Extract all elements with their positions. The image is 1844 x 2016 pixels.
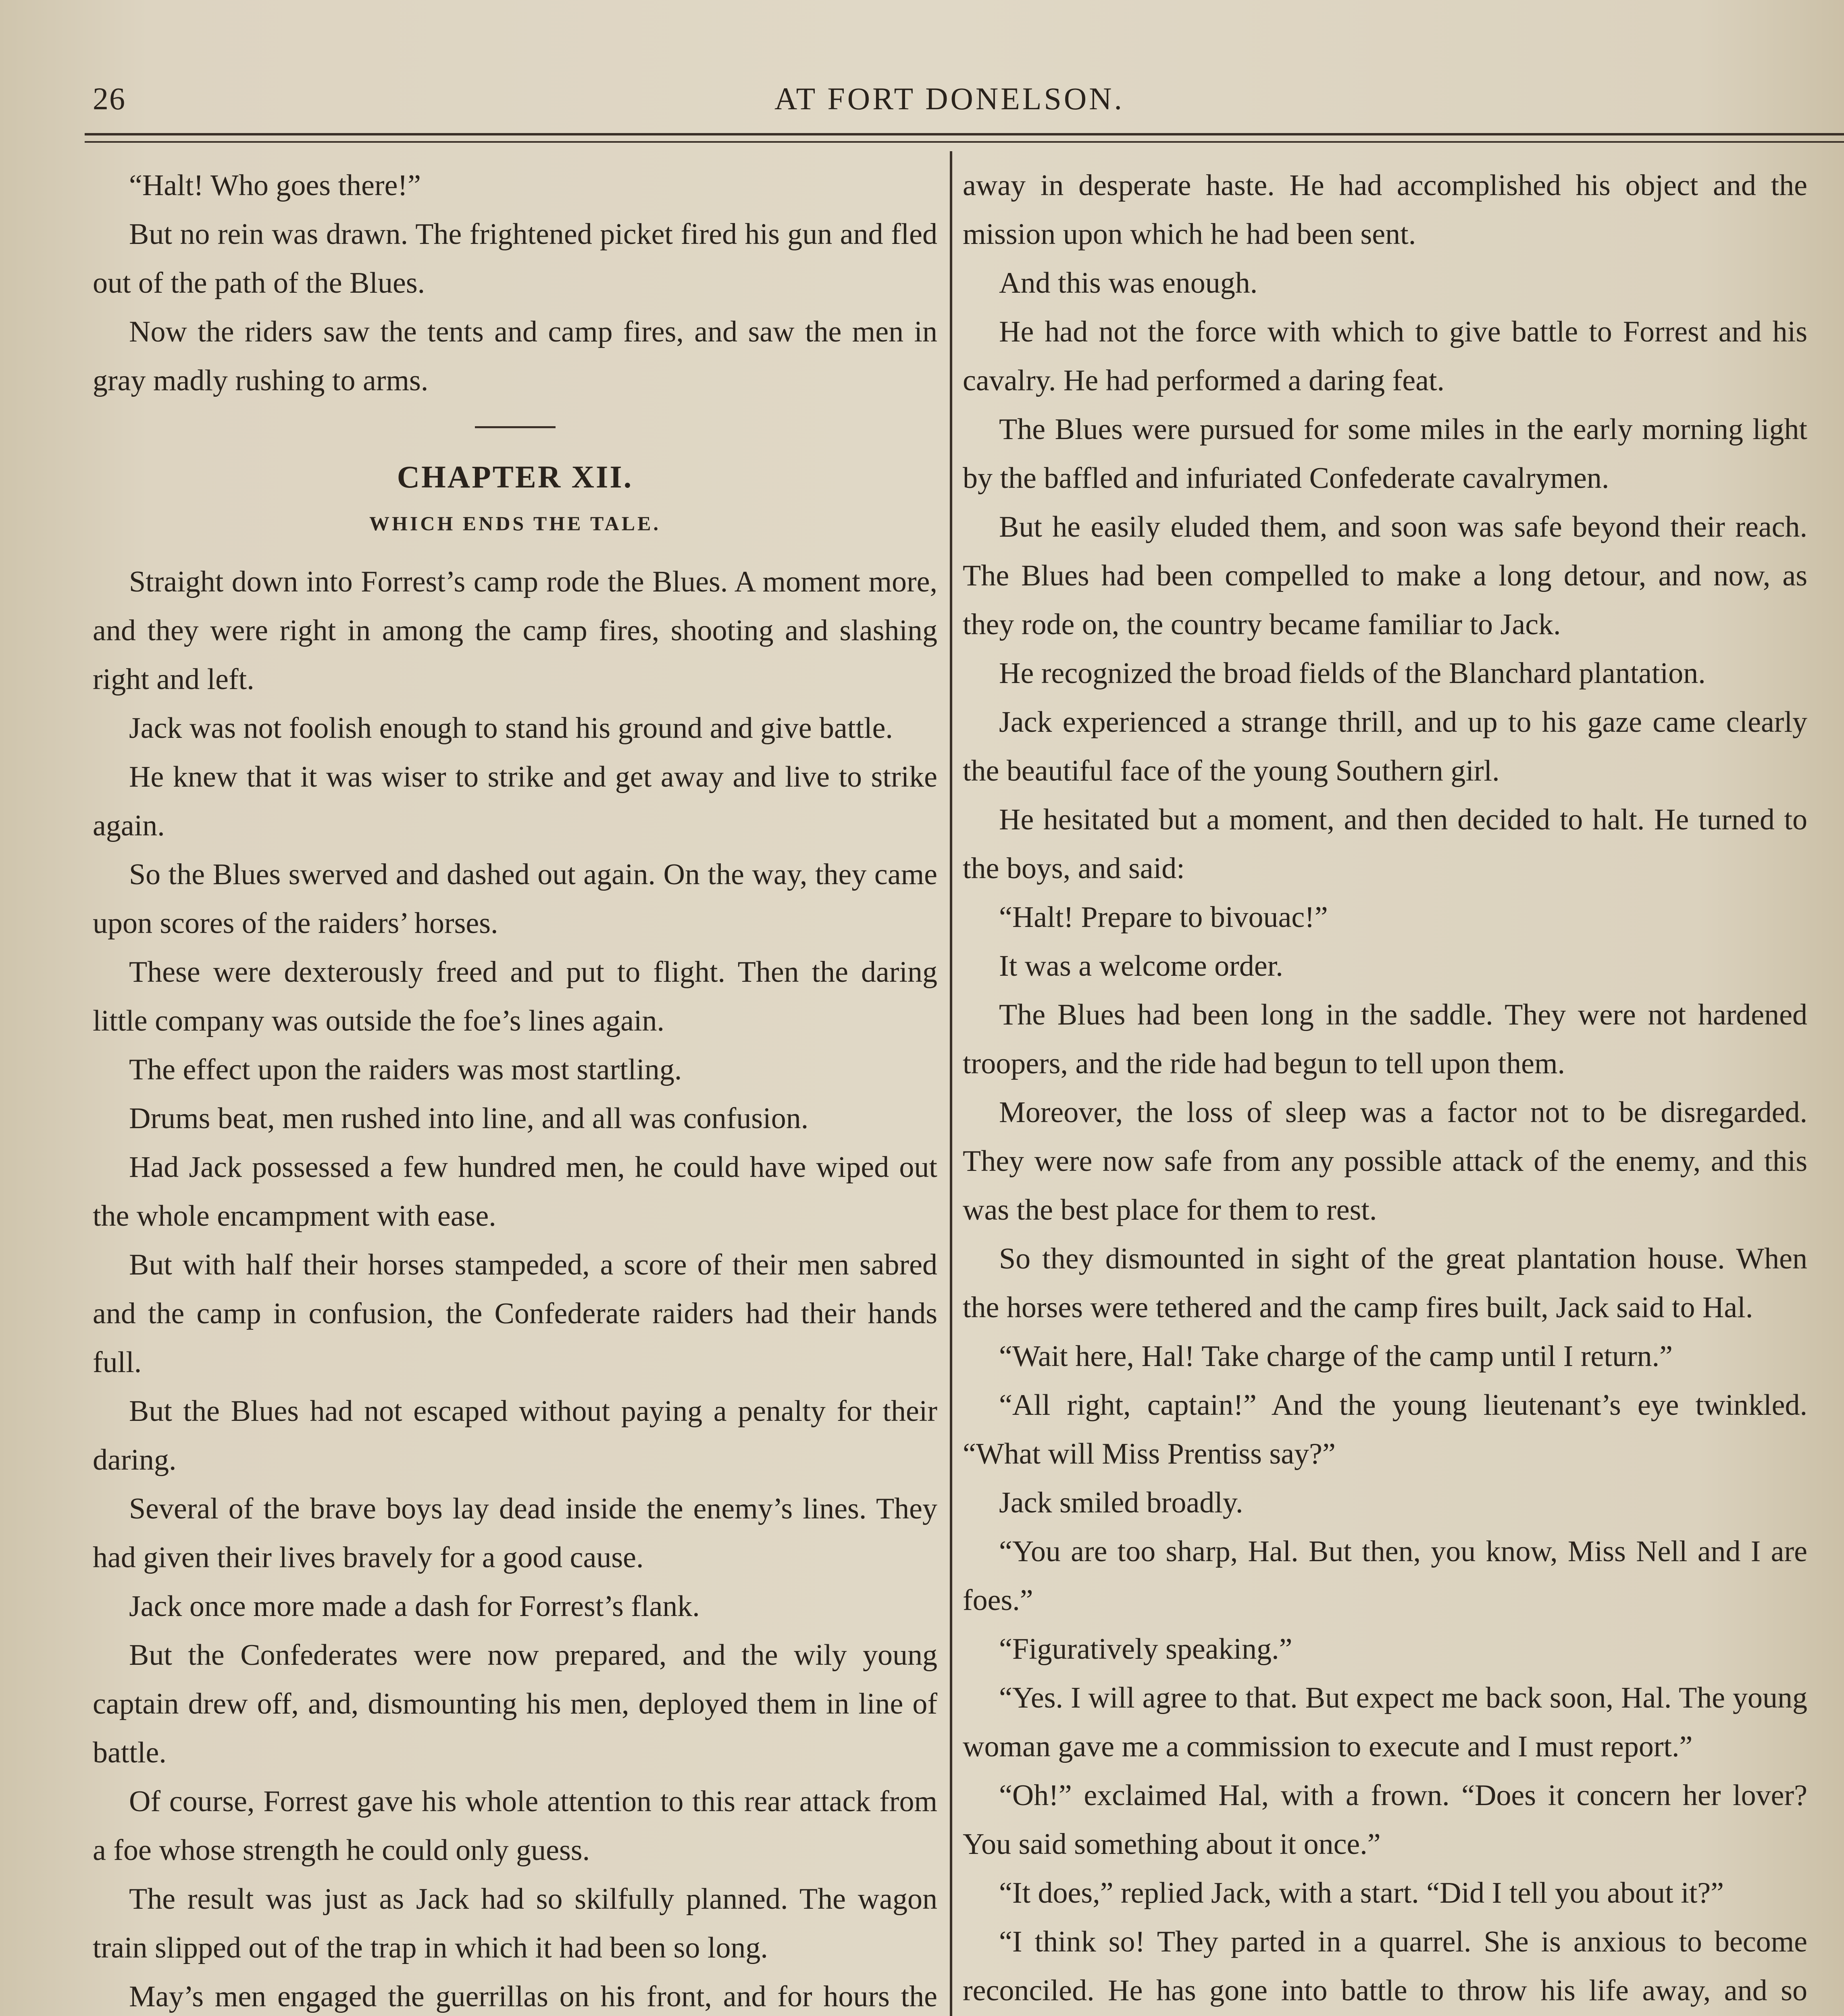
paragraph: Jack was not foolish enough to stand his ground and give battle. bbox=[129, 712, 893, 745]
paragraph: He hesitated but a moment, and then decided to halt. He turned to the boys, and said: bbox=[963, 803, 1807, 885]
header-rule-secondary bbox=[85, 141, 1844, 143]
paragraph: Drums beat, men rushed into line, and all was confusion. bbox=[129, 1102, 809, 1135]
chapter-subtitle: WHICH ENDS THE TALE. bbox=[369, 512, 661, 535]
paragraph: Jack once more made a dash for Forrest’s flank. bbox=[129, 1590, 700, 1623]
right-column bbox=[963, 161, 1807, 2016]
paragraph: Now the riders saw the tents and camp fires, and saw the men in gray madly rushing to arms. bbox=[93, 315, 937, 397]
paragraph: Several of the brave boys lay dead inside the enemy’s lines. They had given their lives bravely for a good cause. bbox=[93, 1492, 937, 1574]
paragraph: He had not the force with which to give battle to Forrest and his cavalry. He had performed a daring feat. bbox=[963, 315, 1807, 397]
paragraph: But with half their horses stampeded, a score of their men sabred and the camp in confusion, the Confederate raiders had their hands full. bbox=[93, 1248, 937, 1379]
paragraph: These were dexterously freed and put to flight. Then the daring little company was outside the foe’s lines again. bbox=[93, 956, 937, 1037]
paragraph: Jack experienced a strange thrill, and up to his gaze came clearly the beautiful face of the young Southern girl. bbox=[963, 706, 1807, 787]
paragraph: But no rein was drawn. The frightened picket fired his gun and fled out of the path of the Blues. bbox=[93, 218, 937, 300]
paragraph: Had Jack possessed a few hundred men, he could have wiped out the whole encampment with ease. bbox=[93, 1151, 937, 1233]
paragraph: May’s men engaged the guerrillas on his front, and for hours the bbox=[129, 1980, 937, 2013]
paragraph: Jack smiled broadly. bbox=[999, 1486, 1243, 1519]
paragraph: “I think so! They parted in a quarrel. She is anxious to become reconciled. He has gone into battle to throw his life away, and so bbox=[963, 1925, 1807, 2007]
page-header bbox=[93, 81, 1806, 125]
paragraph: The Blues were pursued for some miles in the early morning light by the baffled and infuriated Confederate cavalrymen. bbox=[963, 413, 1807, 495]
paragraph: “Wait here, Hal! Take charge of the camp until I return.” bbox=[999, 1340, 1673, 1373]
paragraph: It was a welcome order. bbox=[999, 950, 1283, 983]
page-number: 26 bbox=[93, 81, 126, 116]
header-rule bbox=[85, 133, 1844, 135]
paragraph: “Figuratively speaking.” bbox=[999, 1633, 1292, 1666]
paragraph: Of course, Forrest gave his whole attention to this rear attack from a foe whose strength he could only guess. bbox=[93, 1785, 937, 1867]
chapter-title: CHAPTER XII. bbox=[397, 459, 633, 494]
column-divider bbox=[950, 151, 952, 2016]
paragraph: “Halt! Who goes there!” bbox=[129, 169, 421, 202]
paragraph: “Oh!” exclaimed Hal, with a frown. “Does it concern her lover? You said something about it once.” bbox=[963, 1779, 1807, 1861]
paragraph: away in desperate haste. He had accomplished his object and the mission upon which he had been sent. bbox=[963, 169, 1807, 251]
paragraph: But he easily eluded them, and soon was safe beyond their reach. The Blues had been compelled to make a long detour, and now, as they rode on, the country became familiar to Jack. bbox=[963, 510, 1807, 641]
paragraph: Straight down into Forrest’s camp rode the Blues. A moment more, and they were right in among the camp fires, shooting and slashing right and left. bbox=[93, 565, 937, 696]
paragraph: The effect upon the raiders was most startling. bbox=[129, 1053, 682, 1086]
paragraph: “Halt! Prepare to bivouac!” bbox=[999, 901, 1328, 934]
paragraph: So the Blues swerved and dashed out again. On the way, they came upon scores of the raiders’ horses. bbox=[93, 858, 937, 940]
paragraph: “You are too sharp, Hal. But then, you know, Miss Nell and I are foes.” bbox=[963, 1535, 1807, 1617]
paragraph: “All right, captain!” And the young lieutenant’s eye twinkled. “What will Miss Prentiss say?” bbox=[963, 1389, 1807, 1470]
paragraph: The Blues had been long in the saddle. They were not hardened troopers, and the ride had begun to tell upon them. bbox=[963, 998, 1807, 1080]
paragraph: So they dismounted in sight of the great plantation house. When the horses were tethered and the camp fires built, Jack said to Hal. bbox=[963, 1242, 1807, 1324]
paragraph: Moreover, the loss of sleep was a factor not to be disregarded. They were now safe from any possible attack of the enemy, and this was the best place for them to rest. bbox=[963, 1096, 1807, 1227]
left-column bbox=[93, 161, 937, 2016]
paragraph: But the Confederates were now prepared, and the wily young captain drew off, and, dismounting his men, deployed them in line of battle. bbox=[93, 1639, 937, 1769]
paragraph: And this was enough. bbox=[999, 267, 1258, 300]
running-title: AT FORT DONELSON. bbox=[774, 81, 1125, 116]
paragraph: He knew that it was wiser to strike and get away and live to strike again. bbox=[93, 760, 937, 842]
paragraph: But the Blues had not escaped without paying a penalty for their daring. bbox=[93, 1395, 937, 1477]
paragraph: “It does,” replied Jack, with a start. “Did I tell you about it?” bbox=[999, 1876, 1724, 1910]
section-divider bbox=[475, 426, 556, 428]
paragraph: “Yes. I will agree to that. But expect me back soon, Hal. The young woman gave me a commission to execute and I must report.” bbox=[963, 1681, 1807, 1763]
paragraph: The result was just as Jack had so skilfully planned. The wagon train slipped out of the trap in which it had been so long. bbox=[93, 1883, 937, 1964]
paragraph: He recognized the broad fields of the Blanchard plantation. bbox=[999, 657, 1706, 690]
